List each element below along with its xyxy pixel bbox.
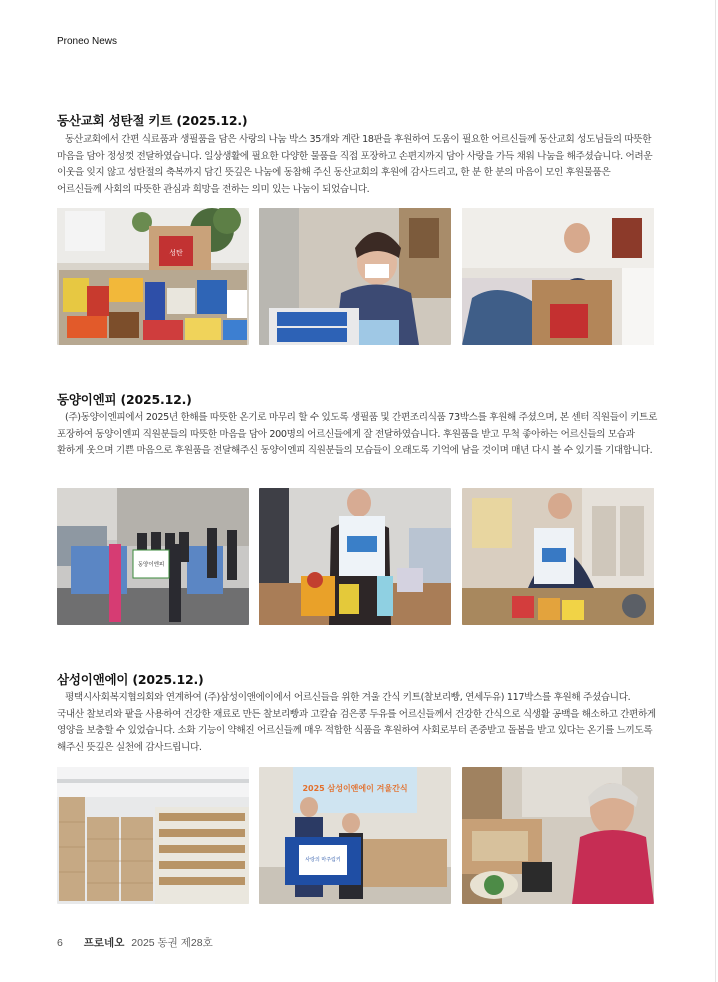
footer-brand: 프로네오	[83, 937, 125, 949]
photo-staff-group	[57, 488, 249, 625]
photo-elder-man-bag	[462, 488, 654, 625]
photo-banner-text: 동양이엔피	[137, 562, 165, 568]
photo-board-text: 2025 삼성이앤에이 겨울간식	[302, 784, 408, 793]
photo-elder-woman-bag	[259, 488, 451, 625]
photo-elder-woman-eating	[462, 767, 654, 904]
footer-issue: 2025 동권 제28호	[131, 937, 213, 949]
section-body-samsung: 평택시사회복지협의회와 연계하여 (주)삼성이앤에이에서 어르신들을 위한 겨울 간식 키트(찰보리빵, 연세두유) 117박스를 후원해 주셨습니다. 국내산 찰보리와 팥을 사용하여 건강한 재료로 만든 찰보리빵과 고칼슘 검은콩 두유를 어르신들께서 건강한 간식으로 식생활 공백을 해소하고 간편하게 영양을 보충할 수 있었습니다. 소화 기능이 약해진 어르신들께 매우 적합한 식품을 후원하여 사회로부터 존중받고 돌봄을 받고 있다는 온기를 느끼도록 해주신 뜻깊은 실천에 감사드립니다.	[57, 692, 656, 753]
section-body-dongyang: (주)동양이엔피에서 2025년 한해를 따뜻한 온기로 마무리 할 수 있도록 생필품 및 간편조리식품 73박스를 후원해 주셨으며, 본 센터 직원들이 키트로 포장하여 동양이엔피 직원분들의 따뜻한 마음을 담아 200명의 어르신들에게 잘 전달하였습니다. 후원품을 받고 무척 좋아하는 어르신들의 모습과 환하게 웃으며 기쁜 마음으로 후원품을 전달해주신 동양이엔피 직원분들의 모습들이 오래도록 기억에 남을 것이며 매년 다시 볼 수 있기를 기대합니다.	[57, 412, 657, 457]
photo-panel-text: 사랑의 마주림키	[305, 857, 341, 863]
photo-banner-presentation	[259, 767, 451, 904]
photo-elder-woman-card	[259, 208, 451, 345]
page-number: 6	[57, 937, 63, 949]
publication-header: Proneo News	[57, 36, 118, 47]
section-title-samsung: 삼성이앤에이 (2025.12.)	[57, 672, 204, 687]
photo-elder-man-victory	[462, 208, 654, 345]
section-body-dongsan: 동산교회에서 간편 식료품과 생필품을 담은 사랑의 나눔 박스 35개와 계란 18판을 후원하여 도움이 필요한 어르신들께 동산교회 성도님들의 따뜻한 마음을 담아 정성껏 전달하였습니다. 일상생활에 필요한 다양한 물품을 직접 포장하고 손편지까지 담아 사랑을 가득 채워 나눔을 해주셨습니다. 어려운 이웃을 잊지 않고 성탄절의 축복까지 담긴 뜻깊은 나눔에 동참해 주신 동산교회의 후원에 감사드리고, 한 분 한 분의 마음이 모인 후원물품은 어르신들께 사회의 따뜻한 관심과 희망을 전하는 의미 있는 나눔이 되었습니다.	[57, 134, 653, 195]
photo-card-text: 성탄	[169, 249, 183, 257]
photo-stacked-boxes	[57, 767, 249, 904]
section-title-dongsan: 동산교회 성탄절 키트 (2025.12.)	[57, 113, 248, 128]
section-title-dongyang: 동양이엔피 (2025.12.)	[57, 392, 192, 407]
photo-donation-boxes	[57, 208, 249, 345]
page-footer	[57, 935, 213, 950]
page-edge-line	[715, 0, 716, 982]
